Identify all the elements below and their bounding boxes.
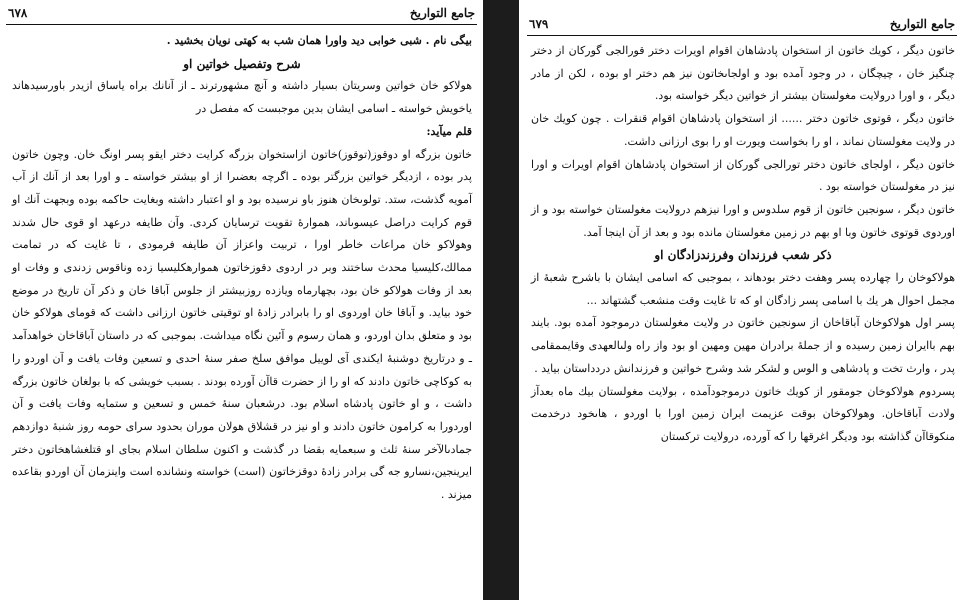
running-title: جامع التواريخ xyxy=(889,17,955,31)
paragraph: خاتون ديگر ، اولجاى خاتون دختر تورالجى گوركان از استخوان پادشاهان اقوام اويرات و اورا نيز در مغولستان خواسته بود . xyxy=(531,157,955,194)
paragraph: هولاكوخان را چهارده پسر وهفت دختر بودهاند ، بموجبى كه اسامى ايشان با باشرح شعبهٔ از مجمل احوال هر يك با اسامى پسر زادگان او كه تا غايت وقت منشعب گشتهاند ... xyxy=(531,271,955,307)
header-rule xyxy=(6,24,477,25)
opening-line: بيگى نام . شبى خوابى ديد واورا همان شب به كهتى نويان بخشيد . xyxy=(166,34,472,47)
book-gutter xyxy=(483,0,519,600)
page-number: ٦٧٨ xyxy=(8,6,28,20)
paragraph: هولاكو خان خواتين وسريتان بسيار داشته و آنچ مشهورترند ـ از آنانك براه ياساق ازيدر باورسيدهاند ياخويش خواسته ـ اسامى ايشان بدين موجبست كه مفصل در xyxy=(12,79,472,116)
paragraph: خاتون ديگر ، كويك خاتون از استخوان پادشاهان اقوام اويرات دختر قورالجى گوركان از دختر چنگيز خان ، چيچگان ، در وجود آمده بود و اولجاىخاتون نيز هم دختر او بوده ، لكن از مادر ديگر ، و اورا درولايت مغولستان بيشتر از خواتين ديگر خواسته بود. xyxy=(531,44,955,103)
page-number: ٦٧٩ xyxy=(529,17,549,31)
paragraph: خاتون بزرگه او دوقوز(توقوز)خاتون ازاستخوان بزرگه كرايت دختر ايقو پسر اونگ خان. وچون خاتون پدر بوده ، ازديگر خواتين بزرگتر بوده ـ اگرچه بعضىرا از او بيشتر خواسته ـ و اورا بعد از آنك از آب آمويه گذشت، ستد. تولوىخان هنوز باو نرسيده بود و او اعتبار داشته وبغايت حاكمه بوده وبجهت آنك او قوم كرايت دراصل عيسوىاند، هموارهٔ تقويت ترسايان كردى. وآن طايفه درعهد او قوى حال شدند وهولاكو خان مراعات خاطر اورا ، تربيت واعزاز آن طايفه فرمودى ، تا غايت كه در تمامت ممالك،كليسيا محدث ساختند وبر در اردوى دقوزخاتون هموارهكليسيا زده وناقوس زدندى و وفات او بعد از وفات هولاكو خان بود، بچهارماه ويازده روزبيشتر از جلوس آباقا خان و ذكر آن تاريخ در موضع خود بيايد. و آباقا خان اوردوى او را بابرادر زادهٔ او توقيتى خاتون ارزانى داشت كه قوماى هولاكو خان بود و متعلق بدان اوردو، و همان رسوم و آئين نگاه ميداشت. بموجبى كه در داستان آباقاخان خواهدآمد ـ و درتاريخ دوشنبهٔ ايكندى آى لوييل موافق سلخ صفر سنهٔ احدى و تسعين وفات يافت و آن اوردو را به كوكاچى خاتون دادند كه او را از حضرت قاآن آورده بودند . بسبب خويشى كه با بولغان خاتون بزرگه داشت ، و او خاتون پادشاه اسلام بود. درشعبان سنهٔ خمس و تسعين و ستمايه وفات يافت و آن اوردورا به كرامون خاتون دادند و او نيز در قشلاق هولان موران بحدود سراى حومه روز شنبهٔ دوازدهم جمادىالآخر سنهٔ ثلث و سبعمايه بقضا در گذشت و اكنون سلطان اسلام بجاى او قتلغشاهخاتون دختر ايرينجين،نسارو جه گى برادر زادهٔ دوقزخاتون (است) خواسته ونشانده است واينزمان آن اوردو بقاعده ميزند . xyxy=(12,147,472,502)
section-heading: ذكر شعب فرزندان وفرزندزادگان او xyxy=(654,248,832,263)
running-title: جامع التواريخ xyxy=(409,6,475,20)
paragraph: خاتون ديگر ، سونجين خاتون از قوم سلدوس و اورا نيزهم درولايت مغولستان خواسته بود و از اوردوى قوتوى خاتون وبا او بهم در زمين مغولستان مانده بود و بعد از آن اينجا آمد. xyxy=(531,202,955,239)
paragraph: پسر اول هولاكوخان آباقاخان از سونجين خاتون در ولايت مغولستان درموجود آمده بود. بايند بهم باايران زمين رسيده و از جملهٔ برادران مهين ومهين او بود واز راه ولىالعهدى وقايممقامى پدر ، وارث تخت و پادشاهى و الوس و لشكر شد وشرح خواتين و فرزندانش دردداستان بيايد . xyxy=(531,316,955,375)
right-page xyxy=(519,0,965,600)
left-page-text xyxy=(12,30,472,507)
right-page-text xyxy=(531,40,955,449)
section-heading: شرح وتفصيل خواتين او xyxy=(183,56,301,71)
paragraph-end: قلم ميآيد: xyxy=(426,124,472,138)
header-rule xyxy=(527,35,957,36)
paragraph: پسردوم هولاكوخان جومقور از كويك خاتون درموجودآمده ، بولايت مغولستان بيك ماه بعدآز ولادت آباقاخان. وهولاكوخان بوقت عزيمت ايران زمين اورا با اوردو ، هاىخود درخدمت منكوقاآن گذاشته بود وديگر اغرقها را كه آورده، درولايت تركستان xyxy=(531,384,955,443)
paragraph: خاتون ديگر ، قوتوى خاتون دختر ...... از استخوان پادشاهان اقوام قنقرات . چون كويك خان در ولايت مغولستان نماند ، او را بخواست ويورت او را بوى ارزانى داشت. xyxy=(531,112,955,148)
